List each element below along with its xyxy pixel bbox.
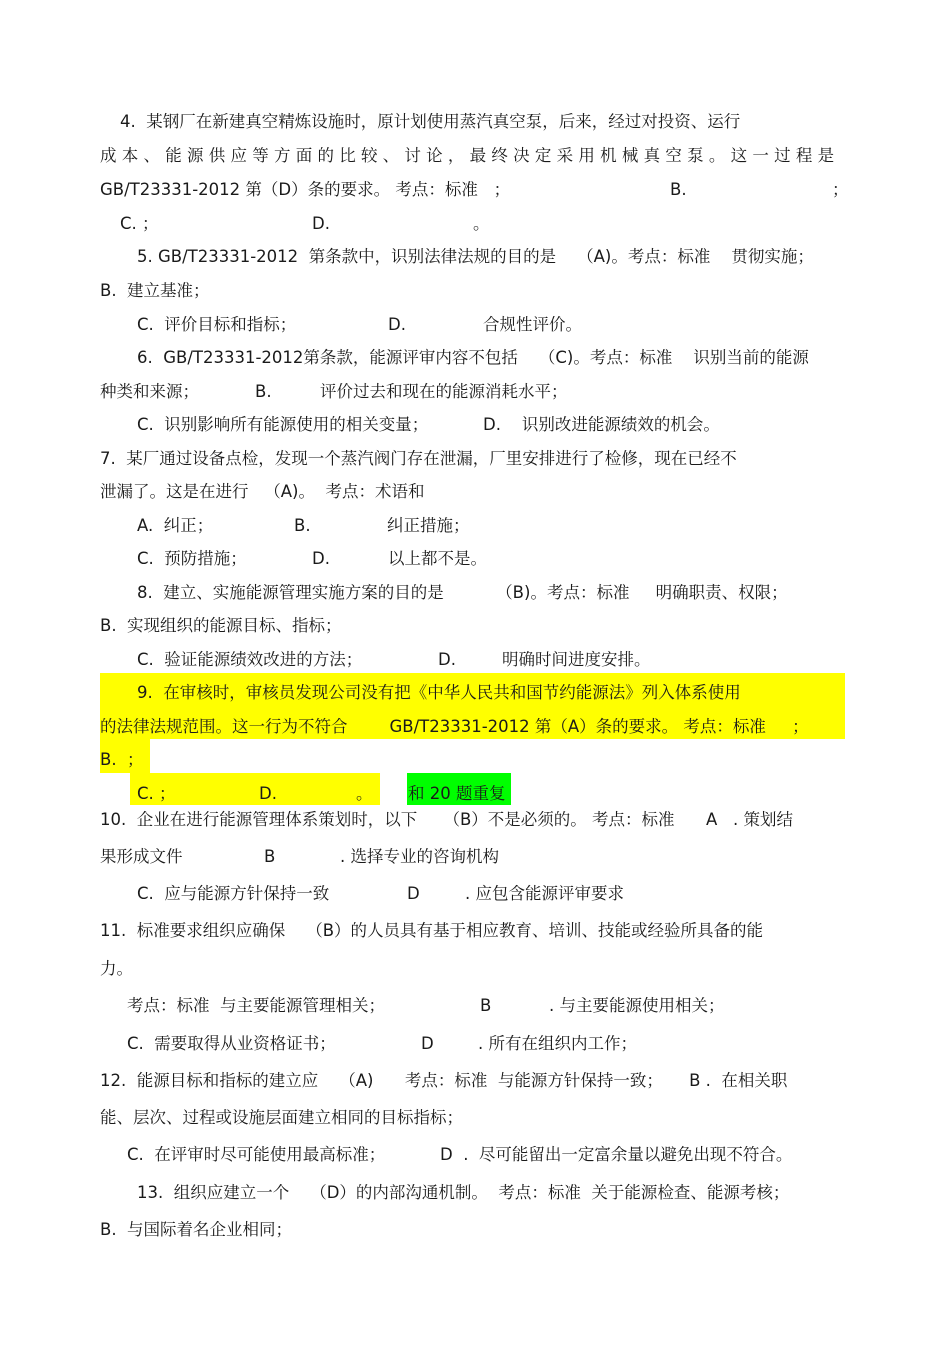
q6-line-2: 种类和来源； [100, 382, 199, 401]
q12-option-c: C. 在评审时尽可能使用最高标准； [127, 1145, 386, 1164]
q6-line-1: 6. GB/T23331-2012第条款，能源评审内容不包括 （C)。考点：标准 识别当前的能源 [137, 348, 809, 367]
q7-line-1: 7. 某厂通过设备点检，发现一个蒸汽阀门存在泄漏，厂里安排进行了检修，现在已经不 [100, 449, 737, 468]
q10-option-b: B [264, 847, 276, 866]
q9-option-d-end: 。 [356, 784, 373, 803]
q8-option-d-text: 明确时间进度安排。 [502, 650, 651, 669]
q10-option-d-text: . 应包含能源评审要求 [465, 884, 624, 903]
q4-option-b-end: ； [832, 180, 848, 199]
q10-option-b-text: . 选择专业的咨询机构 [340, 847, 499, 866]
q8-line-1: 8. 建立、实施能源管理实施方案的目的是 （B)。考点：标准 明确职责、权限； [137, 583, 788, 602]
q11-line-2: 力。 [100, 959, 133, 978]
q6-option-b-text: 评价过去和现在的能源消耗水平； [320, 382, 568, 401]
q12-line-2: 能、层次、过程或设施层面建立相同的目标指标； [100, 1108, 463, 1127]
q7-line-2: 泄漏了。这是在进行 （A)。 考点：术语和 [100, 482, 425, 501]
q11-option-a: 考点：标准 与主要能源管理相关； [127, 996, 385, 1015]
q12-option-d: D . 尽可能留出一定富余量以避免出现不符合。 [440, 1145, 793, 1164]
q4-option-b: B. [670, 180, 687, 199]
q9-option-c: C. ； [137, 784, 176, 803]
duplicate-note: 和 20 题重复 [408, 784, 506, 803]
q4-option-c: C. ； [120, 214, 159, 233]
q12-line-1: 12. 能源目标和指标的建立应 （A) 考点：标准 与能源方针保持一致； B . 在相关职 [100, 1071, 788, 1090]
q7-option-b: B. [294, 516, 311, 535]
q6-option-c: C. 识别影响所有能源使用的相关变量； [137, 415, 429, 434]
q4-line-1: 4. 某钢厂在新建真空精炼设施时，原计划使用蒸汽真空泵，后来，经过对投资、运行 [120, 112, 741, 131]
q10-option-c: C. 应与能源方针保持一致 [137, 884, 330, 903]
q9-option-d: D. [259, 784, 277, 803]
q4-line-2: 成 本 、 能 源 供 应 等 方 面 的 比 较 、 讨 论 ， 最 终 决 定 采 用 机 械 真 空 泵 。 这 一 过 程 是 [100, 146, 835, 165]
q11-option-b-text: . 与主要能源使用相关； [549, 996, 725, 1015]
q11-line-1: 11. 标准要求组织应确保 （B）的人员具有基于相应教育、培训、技能或经验所具备的能 [100, 921, 764, 940]
q4-option-d-end: 。 [473, 214, 490, 233]
q7-option-d: D. [312, 549, 330, 568]
q9-line-1: 9. 在审核时，审核员发现公司没有把《中华人民共和国节约能源法》列入体系使用 [137, 683, 741, 702]
q8-option-b: B. 实现组织的能源目标、指标； [100, 616, 342, 635]
q7-option-b-text: 纠正措施； [387, 516, 470, 535]
q5-option-d: D. [388, 315, 406, 334]
q10-line-1: 10. 企业在进行能源管理体系策划时，以下 （B）不是必须的。 考点：标准 A . 策划结 [100, 810, 793, 829]
q5-option-b: B. 建立基准； [100, 281, 210, 300]
q5-option-c: C. 评价目标和指标； [137, 315, 297, 334]
q7-option-d-text: 以上都不是。 [388, 549, 487, 568]
q5-line-1: 5. GB/T23331-2012 第条款中，识别法律法规的目的是 （A)。考点：标准 贯彻实施； [137, 247, 814, 266]
q11-option-c: C. 需要取得从业资格证书； [127, 1034, 336, 1053]
q10-option-d: D [407, 884, 420, 903]
q8-option-d: D. [438, 650, 456, 669]
q11-option-d-text: . 所有在组织内工作； [478, 1034, 637, 1053]
q9-option-b: B. ； [100, 750, 144, 769]
q4-line-3: GB/T23331-2012 第（D）条的要求。 考点：标准 ； [100, 180, 511, 199]
q5-option-d-text: 合规性评价。 [483, 315, 582, 334]
q11-option-b: B [480, 996, 492, 1015]
q6-option-b: B. [255, 382, 272, 401]
q11-option-d: D [421, 1034, 434, 1053]
q7-option-c: C. 预防措施； [137, 549, 247, 568]
q10-line-2: 果形成文件 [100, 847, 183, 866]
q7-option-a: A. 纠正； [137, 516, 214, 535]
q4-option-d: D. [312, 214, 330, 233]
q13-option-b: B. 与国际着名企业相同； [100, 1220, 293, 1239]
q9-line-2: 的法律法规范围。这一行为不符合 GB/T23331-2012 第（A）条的要求。 考点：标准 ； [100, 717, 809, 736]
q8-option-c: C. 验证能源绩效改进的方法； [137, 650, 363, 669]
q6-option-d: D. 识别改进能源绩效的机会。 [483, 415, 720, 434]
q13-line-1: 13. 组织应建立一个 （D）的内部沟通机制。 考点：标准 关于能源检查、能源考核； [137, 1183, 790, 1202]
